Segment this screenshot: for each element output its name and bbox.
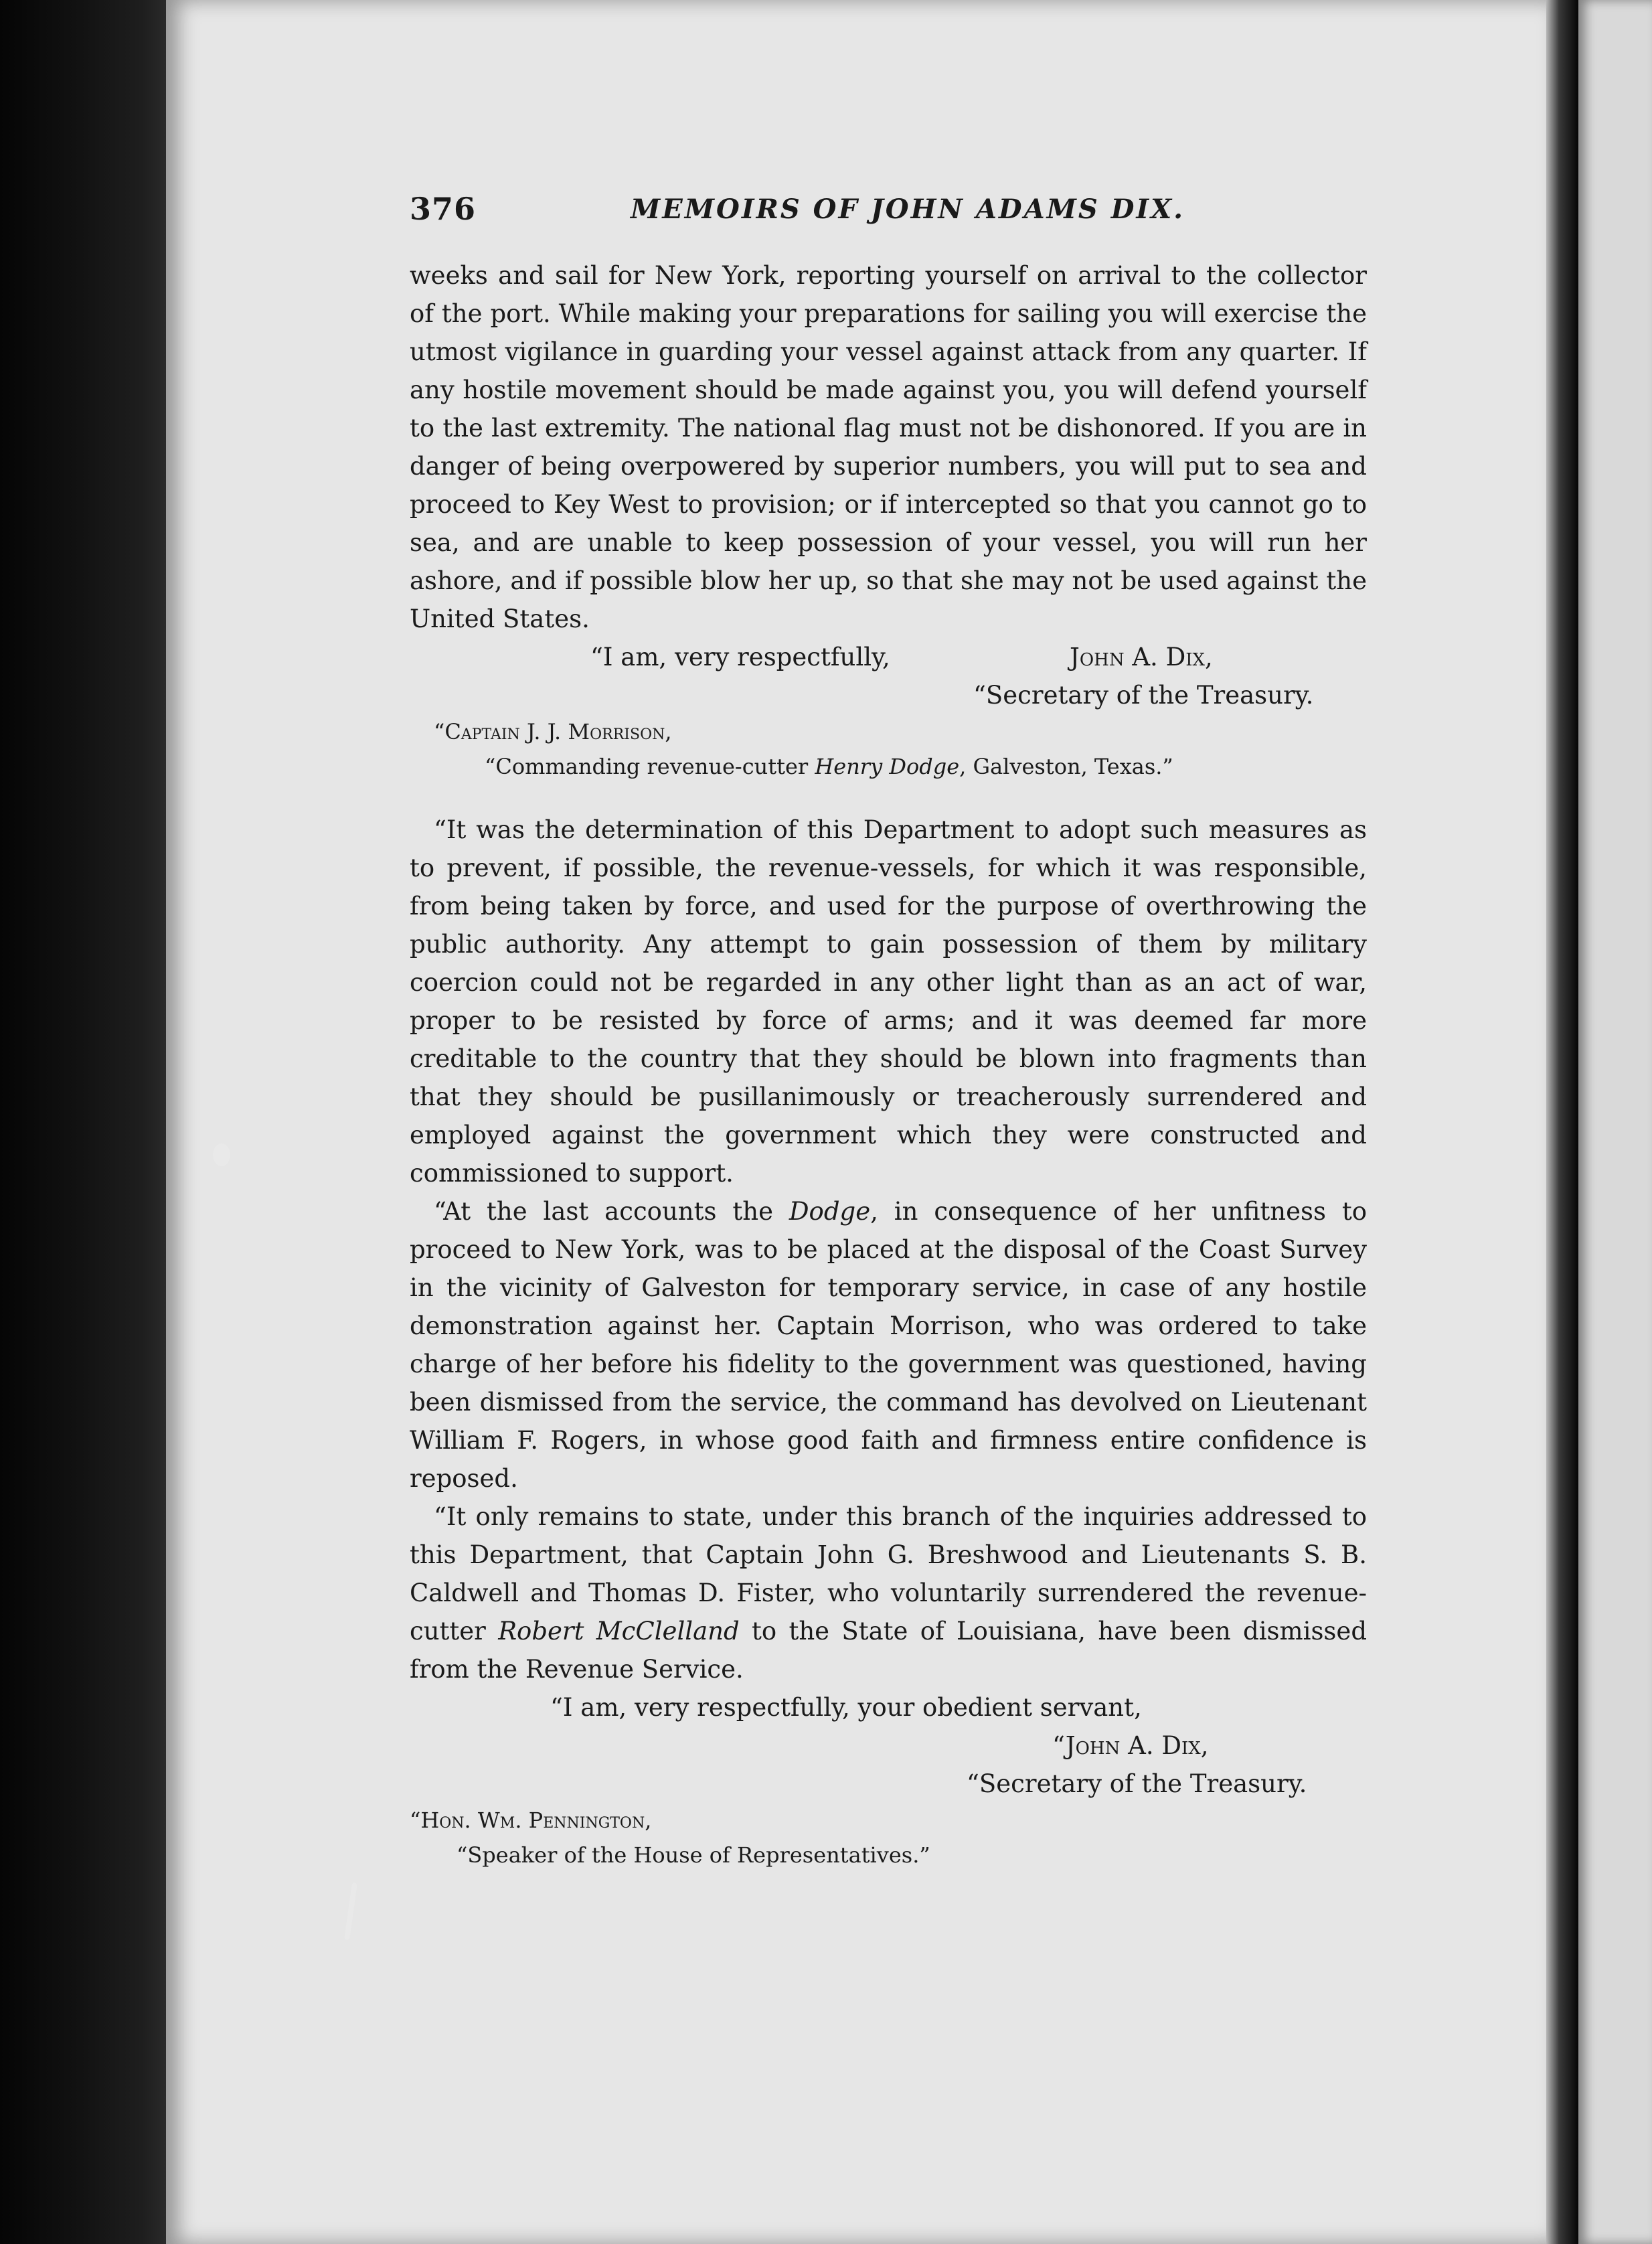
- report-addressee: [410, 1803, 1367, 1872]
- addressee-name: “Hon. Wm. Pennington,: [410, 1808, 652, 1833]
- report-paragraph-2: [410, 1192, 1367, 1498]
- closing-salutation: “I am, very respectfully,: [590, 643, 890, 671]
- letter-body: weeks and sail for New York, reporting yourself on arrival to the collector of the port. While making your preparations for sailing you will exercise the utmost vigilance in guarding your vessel against attack from any quarter. If any hostile movement should be made against you, you will defend yourself to the last extremity. The national flag must not be dishonored. If you are in danger of being overpowered by superior numbers, you will put to sea and proceed to Key West to provision; or if intercepted so that you cannot go to sea, and are unable to keep possession of your vessel, you will run her ashore, and if possible blow her up, so that she may not be used against the United States.: [410, 261, 1367, 633]
- report-paragraph-3: [410, 1498, 1367, 1688]
- vessel-name: Robert McClelland: [498, 1617, 740, 1646]
- report-paragraph-3-prefix: “It only remains to state, under this branch of the inquiries addressed to this Department, that Captain John G. Breshwood and Lieutenants S. B. Caldwell and Thomas D. Fister, who voluntarily surrendered the revenue-cutter: [410, 1502, 1367, 1646]
- page-text: [410, 191, 1367, 1872]
- report-paragraph-1: “It was the determination of this Department to adopt such measures as to prevent, if possible, the revenue-vessels, for which it was responsible, from being taken by force, and used for the purpose of overthrowing the public authority. Any attempt to gain possession of them by military coercion could not be regarded in any other light than as an act of war, proper to be resisted by force of arms; and it was deemed far more creditable to the country that they should be blown into fragments than that they should be pusillanimously or treacherously surrendered and employed against the government which they were constructed and commissioned to support.: [410, 815, 1367, 1188]
- page-number: 376: [410, 191, 477, 227]
- running-head: MEMOIRS OF JOHN ADAMS DIX.: [631, 193, 1185, 225]
- addressee-position-suffix: , Galveston, Texas.”: [959, 754, 1173, 779]
- signer-title: “Secretary of the Treasury.: [973, 681, 1314, 710]
- page-header: [410, 191, 1367, 244]
- signer-name: “John A. Dix,: [1052, 1731, 1209, 1760]
- addressee-position: [410, 749, 1367, 784]
- closing-salutation: “I am, very respectfully, your obedient servant,: [550, 1693, 1142, 1722]
- book-gutter: [1546, 0, 1578, 2244]
- report-closing: [410, 1688, 1367, 1803]
- adjacent-page-edge: [1578, 0, 1652, 2244]
- addressee-position-prefix: “Commanding revenue-cutter: [485, 754, 815, 779]
- report-paragraph-3-suffix: to the State of Louisiana, have been dismissed from the Revenue Service.: [410, 1617, 1368, 1684]
- signer-title: “Secretary of the Treasury.: [967, 1769, 1307, 1798]
- report-paragraph-2-prefix: “At the last accounts the: [434, 1197, 789, 1226]
- letter-closing: [410, 638, 1367, 714]
- vessel-name: Henry Dodge: [815, 754, 960, 779]
- signer-name: John A. Dix,: [1070, 643, 1213, 671]
- vessel-name: Dodge: [789, 1197, 871, 1226]
- letter-addressee: [410, 714, 1367, 784]
- scan-border-left: [0, 0, 167, 2244]
- report-paragraph-2-suffix: , in consequence of her unfitness to proceed to New York, was to be placed at the disposal of the Coast Survey in the vicinity of Galveston for temporary service, in case of any hostile demonstration against her. Captain Morrison, who was ordered to take charge of her before his fidelity to the government was questioned, having been dismissed from the service, the command has devolved on Lieutenant William F. Rogers, in whose good faith and firmness entire confidence is reposed.: [410, 1197, 1368, 1493]
- addressee-position: “Speaker of the House of Representatives.”: [457, 1842, 930, 1868]
- addressee-name: “Captain J. J. Morrison,: [434, 719, 672, 744]
- scan-speck: [213, 1143, 230, 1166]
